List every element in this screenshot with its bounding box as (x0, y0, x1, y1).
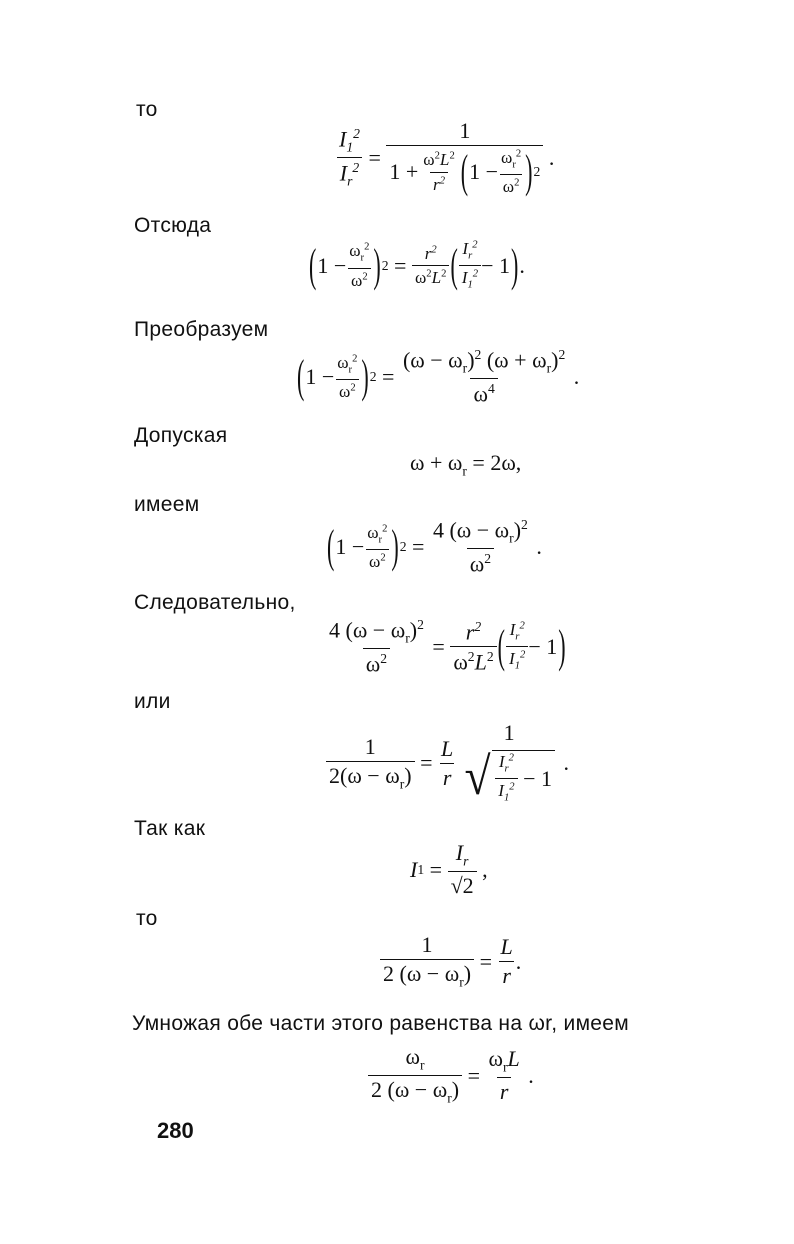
equation-9: $\frac{1}{2 (\omega - \omega_r)}$ = $\frac{L}{r}$ . (380, 934, 521, 989)
word-to-2: то (136, 907, 158, 930)
equation-7: $\frac{1}{2(\omega - \omega_r)}$ = $\frac{L}{r}$ 1 √ $I_r^2$ $I_1^2$ − 1 . (326, 722, 569, 804)
word-to-1: то (136, 98, 158, 121)
word-preobrazuem: Преобразуем (134, 318, 269, 341)
word-otsyuda: Отсюда (134, 214, 212, 237)
word-sledovatelno: Следовательно, (134, 591, 296, 614)
equation-6: $\frac{4 (\omega - \omega_r)^2}{\omega^2}$ = $\frac{r^2}{\omega^2L^2}$ ( $I_r^2$ $I_1^2$ − 1 ) (329, 617, 566, 677)
word-imeem: имеем (134, 493, 200, 516)
equation-5: ( 1 − $\omega_r^2$ $\omega^2$ ) 2 = $\frac{4 (\omega - \omega_r)^2}{\omega^2}$ . (327, 517, 542, 577)
equation-1-text (0, 0, 1, 1)
page-number: 280 (157, 1118, 194, 1143)
equation-8: I 1 = $\frac{I_r}{√2}$ , (410, 840, 488, 899)
equation-10: $\frac{\omega_r}{2 (\omega - \omega_r)}$ = $\omega_rL$ r . (368, 1046, 534, 1105)
equation-4: $\omega + \omega_r = 2\omega$, (410, 450, 522, 479)
word-tak-kak: Так как (134, 817, 206, 840)
word-dopuskaya: Допуская (134, 424, 228, 447)
equation-3: ( 1 − $\omega_r^2$ $\omega^2$ ) 2 = $\frac{(\omega - \omega_r)^2 (\omega + \omega_r)^2}{\omega^4}$ . (297, 347, 580, 407)
word-ili: или (134, 690, 171, 713)
multiply-sentence: Умножая обе части этого равенства на ωr, имеем (132, 1012, 630, 1035)
equation-2: ( 1 − $\omega_r^2$ $\omega^2$ ) 2 = $\frac{r^2}{\omega^2L^2}$ ( $I_r^2$ $I_1^2$ − 1 ) . (309, 238, 525, 291)
equation-1: $\frac{I_1^2}{I_r^2}$ = 1 1 + $\omega^2L^2$ $r^2$ ( 1 − $\omega_r^2$ $\omega^2$ ) 2 . (336, 120, 554, 195)
